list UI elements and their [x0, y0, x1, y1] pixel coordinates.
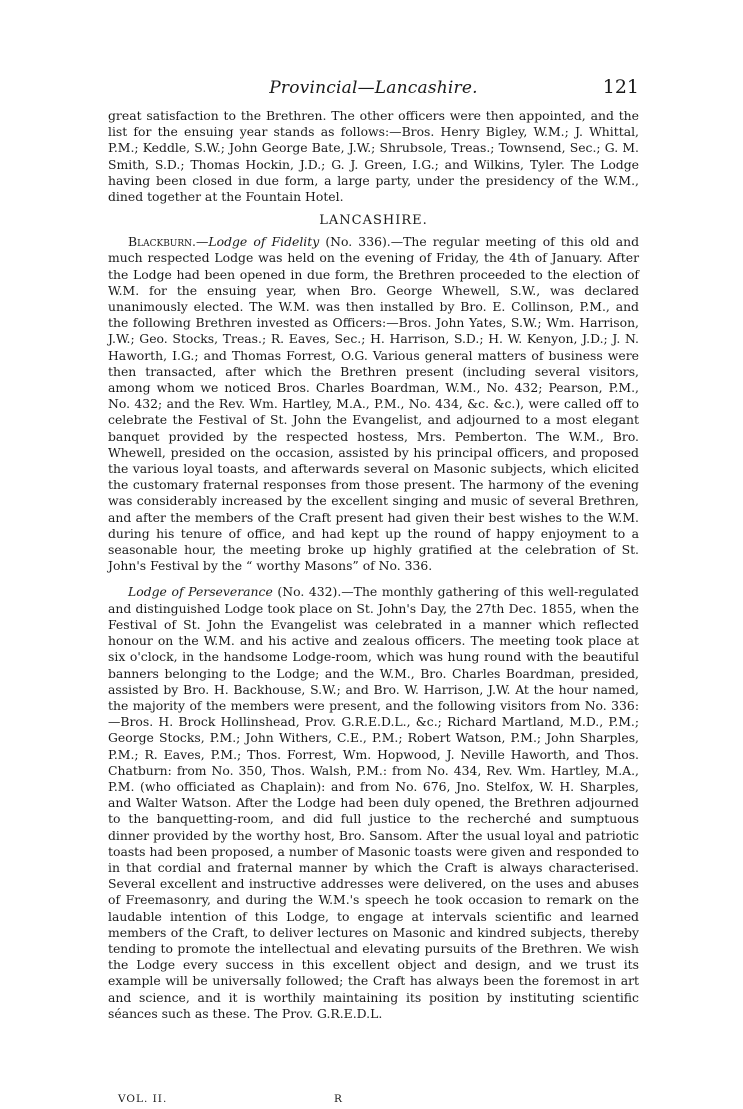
page-body	[108, 78, 639, 1022]
signature-mark: R	[334, 1093, 343, 1105]
page-title: Provincial—Lancashire.	[269, 78, 478, 98]
place-name: Blackburn.—	[128, 234, 209, 250]
opening-paragraph: great satisfaction to the Brethren. The other officers were then appointed, and the list for the ensuing year stands as follows:—Bros. Henry Bigley, W.M.; J. Whittal, P.M.; Keddle, S.W.; John George Bate, J.W.; Shrubsole, Treas.; Townsend, Sec.; G. M. Smith, S.D.; Thomas Hockin, J.D.; G. J. Green, I.G.; and Wilkins, Tyler. The Lodge having been closed in due form, a large party, under the presidency of the W.M., dined together at the Fountain Hotel.	[108, 108, 639, 205]
volume-label: VOL. II.	[118, 1093, 168, 1105]
blackburn-paragraph	[108, 234, 639, 574]
section-heading: LANCASHIRE.	[319, 213, 428, 229]
lodge-name-perseverance: Lodge of Perseverance	[128, 584, 273, 600]
blackburn-body: (No. 336).—The regular meeting of this old and much respected Lodge was held on the evening of Friday, the 4th of January. After the Lodge had been opened in due form, the Brethren proceeded to the election of W.M. for the ensuing year, when Bro. George Whewell, S.W., was declared unanimously elected. The W.M. was then installed by Bro. E. Collinson, P.M., and the following Brethren invested as Officers:—Bros. John Yates, S.W.; Wm. Harrison, J.W.; Geo. Stocks, Treas.; R. Eaves, Sec.; H. Harrison, S.D.; H. W. Kenyon, J.D.; J. N. Haworth, I.G.; and Thomas Forrest, O.G. Various general matters of business were then transacted, after which the Brethren present (including several visitors, among whom we noticed Bros. Charles Boardman, W.M., No. 432; Pearson, P.M., No. 432; and the Rev. Wm. Hartley, M.A., P.M., No. 434, &c. &c.), were called off to celebrate the Festival of St. John the Evangelist, and adjourned to a most elegant banquet provided by the respected hostess, Mrs. Pemberton. The W.M., Bro. Whewell, presided on the occasion, assisted by his principal officers, and proposed the various loyal toasts, and afterwards several on Masonic subjects, which elicited the customary fraternal responses from those present. The harmony of the evening was considerably increased by the excellent singing and music of several Brethren, and after the members of the Craft present had given their best wishes to the W.M. during his tenure of office, and had kept up the round of happy enjoyment to a seasonable hour, the meeting broke up highly gratified at the celebration of St. John's Festival by the “ worthy Masons” of No. 336.	[108, 234, 639, 574]
perseverance-body: (No. 432).—The monthly gathering of this well-regulated and distinguished Lodge took place on St. John's Day, the 27th Dec. 1855, when the Festival of St. John the Evangelist was celebrated in a manner which reflected honour on the W.M. and his active and zealous officers. The meeting took place at six o'clock, in the handsome Lodge-room, which was hung round with the beautiful banners belonging to the Lodge; and the W.M., Bro. Charles Boardman, presided, assisted by Bro. H. Backhouse, S.W.; and Bro. W. Harrison, J.W. At the hour named, the majority of the members were present, and the following visitors from No. 336:—Bros. H. Brock Hollinshead, Prov. G.R.E.D.L., &c.; Richard Martland, M.D., P.M.; George Stocks, P.M.; John Withers, C.E., P.M.; Robert Watson, P.M.; John Sharples, P.M.; R. Eaves, P.M.; Thos. Forrest, Wm. Hopwood, J. Neville Haworth, and Thos. Chatburn: from No. 350, Thos. Walsh, P.M.: from No. 434, Rev. Wm. Hartley, M.A., P.M. (who officiated as Chaplain): and from No. 676, Jno. Stelfox, W. H. Sharples, and Walter Watson. After the Lodge had been duly opened, the Brethren adjourned to the banquetting-room, and did full justice to the recherché and sumptuous dinner provided by the worthy host, Bro. Sansom. After the usual loyal and patriotic toasts had been proposed, a number of Masonic toasts were given and responded to in that cordial and fraternal manner by which the Craft is always characterised. Several excellent and instructive addresses were delivered, on the uses and abuses of Freemasonry, and during the W.M.'s speech he took occasion to remark on the laudable intention of this Lodge, to engage at intervals scientific and learned members of the Craft, to deliver lectures on Masonic and kindred subjects, thereby tending to promote the intellectual and elevating pursuits of the Brethren. We wish the Lodge every success in this excellent object and design, and we trust its example will be universally followed; the Craft has always been the foremost in art and science, and it is worthily maintaining its position by instituting scientific séances such as these. The Prov. G.R.E.D.L.	[108, 584, 639, 1021]
paragraph-gap	[108, 574, 639, 584]
lodge-name-fidelity: Lodge of Fidelity	[208, 234, 320, 250]
running-head	[108, 78, 639, 106]
perseverance-paragraph	[108, 584, 639, 1021]
page-number: 121	[602, 76, 639, 98]
